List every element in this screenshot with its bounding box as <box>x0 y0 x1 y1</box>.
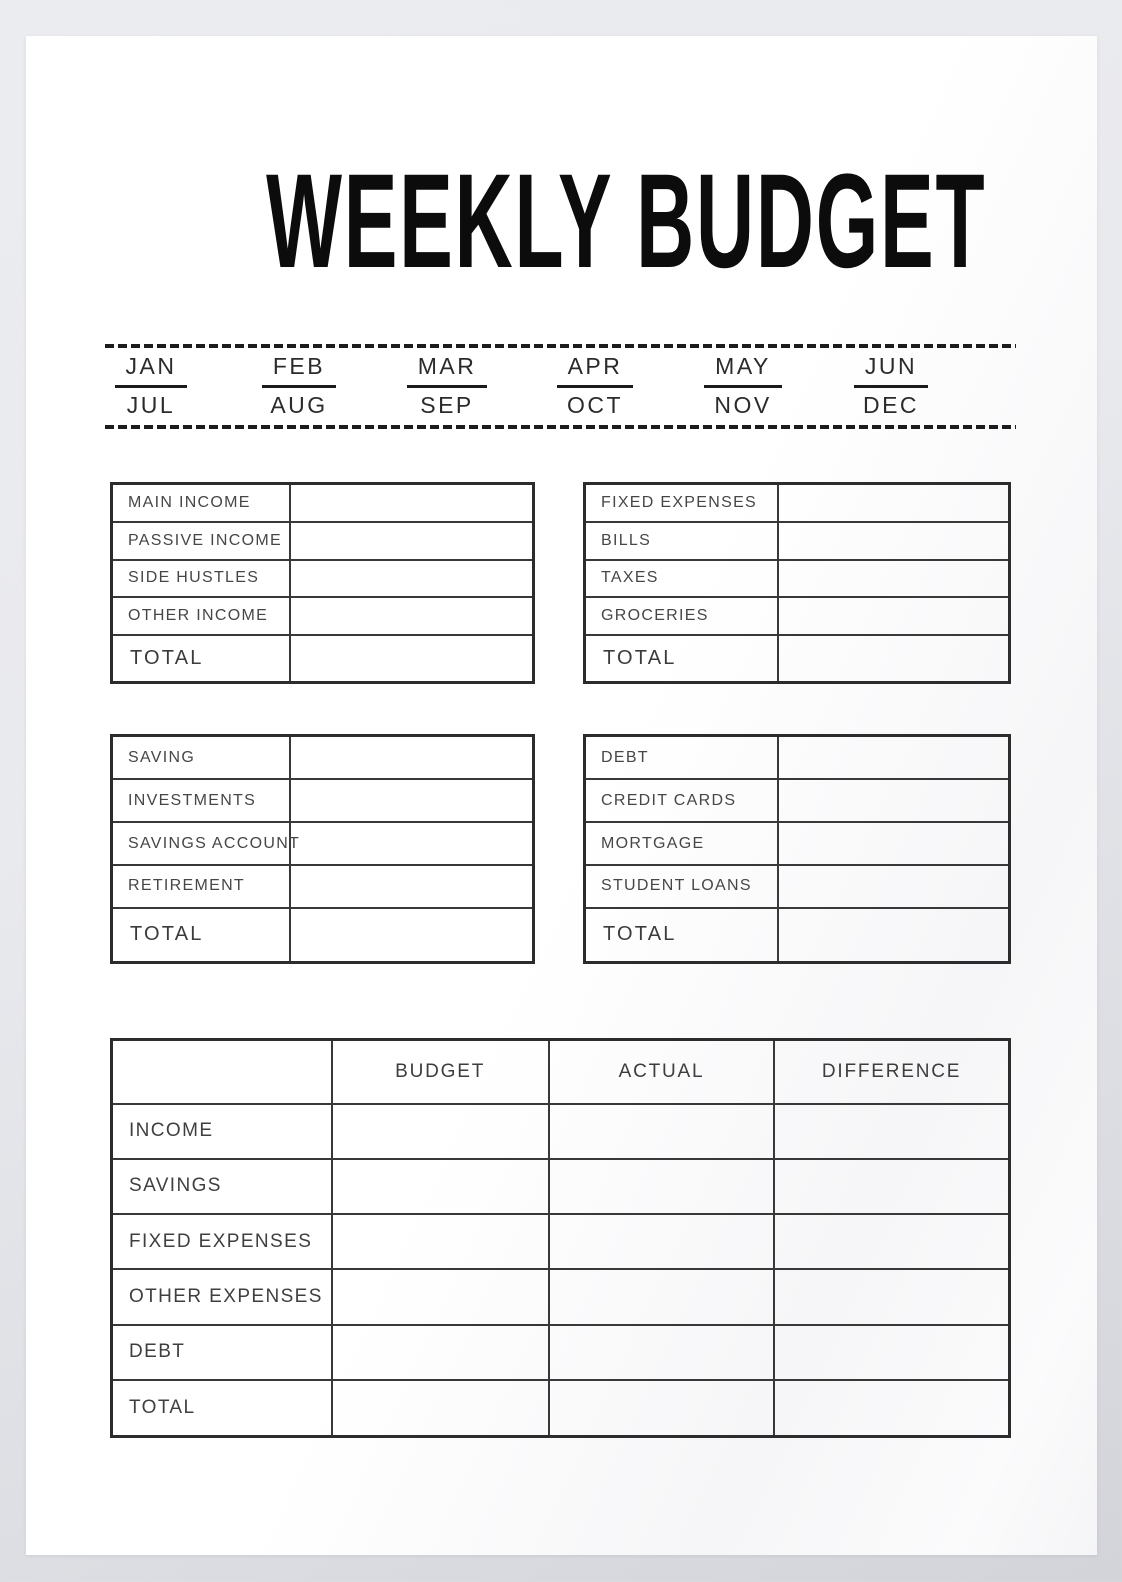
table-row <box>112 597 534 635</box>
debt-budget-cell[interactable] <box>332 1325 549 1380</box>
main-income-label: MAIN INCOME <box>112 484 291 522</box>
credit-cards-label: CREDIT CARDS <box>585 779 779 822</box>
table-row <box>112 1104 1010 1159</box>
month-jun: JUN <box>854 353 928 388</box>
total-actual-cell[interactable] <box>549 1380 774 1437</box>
table-row <box>112 1325 1010 1380</box>
difference-column-header: DIFFERENCE <box>774 1040 1009 1104</box>
debt-row-label: DEBT <box>112 1325 332 1380</box>
table-row <box>585 560 1010 598</box>
fixed-expenses-total-label: TOTAL <box>585 635 779 683</box>
retirement-value-cell[interactable] <box>290 865 533 908</box>
total-budget-cell[interactable] <box>332 1380 549 1437</box>
main-income-value-cell[interactable] <box>290 484 533 522</box>
budget-sheet <box>26 36 1097 1555</box>
table-row <box>112 908 534 963</box>
month-mar: MAR <box>407 353 488 388</box>
income-difference-cell[interactable] <box>774 1104 1009 1159</box>
fixed-expenses-actual-cell[interactable] <box>549 1214 774 1269</box>
debt-actual-cell[interactable] <box>549 1325 774 1380</box>
side-hustles-label: SIDE HUSTLES <box>112 560 291 598</box>
month-oct: OCT <box>566 391 624 418</box>
dashed-divider-top <box>105 344 1016 348</box>
savings-actual-cell[interactable] <box>549 1159 774 1214</box>
fixed-expenses-row-label: FIXED EXPENSES <box>112 1214 332 1269</box>
taxes-value-cell[interactable] <box>778 560 1009 598</box>
table-row <box>112 822 534 865</box>
income-budget-cell[interactable] <box>332 1104 549 1159</box>
page-title: WEEKLY BUDGET <box>266 147 987 296</box>
debt-total-value-cell[interactable] <box>778 908 1009 963</box>
mortgage-label: MORTGAGE <box>585 822 779 865</box>
summary-corner-cell <box>112 1040 332 1104</box>
passive-income-value-cell[interactable] <box>290 522 533 560</box>
fixed-expenses-difference-cell[interactable] <box>774 1214 1009 1269</box>
table-row <box>112 1269 1010 1324</box>
income-total-label: TOTAL <box>112 635 291 683</box>
savings-table <box>110 734 535 964</box>
income-row-label: INCOME <box>112 1104 332 1159</box>
fixed-expenses-budget-cell[interactable] <box>332 1214 549 1269</box>
table-row <box>585 822 1010 865</box>
fixed-expenses-label: FIXED EXPENSES <box>585 484 779 522</box>
retirement-label: RETIREMENT <box>112 865 291 908</box>
table-row <box>112 484 534 522</box>
side-hustles-value-cell[interactable] <box>290 560 533 598</box>
investments-label: INVESTMENTS <box>112 779 291 822</box>
month-col-4 <box>521 353 669 419</box>
budget-column-header: BUDGET <box>332 1040 549 1104</box>
credit-cards-value-cell[interactable] <box>778 779 1009 822</box>
month-grid <box>77 353 965 419</box>
total-row-label: TOTAL <box>112 1380 332 1437</box>
table-row <box>585 736 1010 780</box>
savings-budget-cell[interactable] <box>332 1159 549 1214</box>
table-row <box>112 522 534 560</box>
taxes-label: TAXES <box>585 560 779 598</box>
month-sep: SEP <box>420 391 474 418</box>
month-nov: NOV <box>714 391 772 418</box>
other-income-label: OTHER INCOME <box>112 597 291 635</box>
month-dec: DEC <box>862 391 920 418</box>
month-col-3 <box>373 353 521 419</box>
summary-header-row <box>112 1040 1010 1104</box>
month-apr: APR <box>557 353 634 388</box>
month-band <box>105 344 1016 429</box>
savings-total-value-cell[interactable] <box>290 908 533 963</box>
savings-row-label: SAVINGS <box>112 1159 332 1214</box>
table-row <box>585 484 1010 522</box>
groceries-value-cell[interactable] <box>778 597 1009 635</box>
table-row <box>112 560 534 598</box>
month-may: MAY <box>704 353 782 388</box>
table-row <box>112 736 534 780</box>
total-difference-cell[interactable] <box>774 1380 1009 1437</box>
table-row <box>585 779 1010 822</box>
bills-value-cell[interactable] <box>778 522 1009 560</box>
table-row <box>112 635 534 683</box>
savings-total-label: TOTAL <box>112 908 291 963</box>
table-row <box>585 635 1010 683</box>
saving-label: SAVING <box>112 736 291 780</box>
debt-total-label: TOTAL <box>585 908 779 963</box>
debt-label: DEBT <box>585 736 779 780</box>
groceries-label: GROCERIES <box>585 597 779 635</box>
investments-value-cell[interactable] <box>290 779 533 822</box>
month-jul: JUL <box>126 391 176 418</box>
student-loans-value-cell[interactable] <box>778 865 1009 908</box>
month-col-1 <box>77 353 225 419</box>
debt-value-cell[interactable] <box>778 736 1009 780</box>
dashed-divider-bottom <box>105 425 1016 429</box>
month-aug: AUG <box>270 391 328 418</box>
table-row <box>112 1214 1010 1269</box>
actual-column-header: ACTUAL <box>549 1040 774 1104</box>
month-feb: FEB <box>262 353 336 388</box>
table-row <box>112 865 534 908</box>
debt-table <box>583 734 1011 964</box>
other-expenses-actual-cell[interactable] <box>549 1269 774 1324</box>
mortgage-value-cell[interactable] <box>778 822 1009 865</box>
table-row <box>585 522 1010 560</box>
bills-label: BILLS <box>585 522 779 560</box>
other-expenses-row-label: OTHER EXPENSES <box>112 1269 332 1324</box>
savings-difference-cell[interactable] <box>774 1159 1009 1214</box>
passive-income-label: PASSIVE INCOME <box>112 522 291 560</box>
savings-account-value-cell[interactable] <box>290 822 533 865</box>
fixed-expenses-value-cell[interactable] <box>778 484 1009 522</box>
table-row <box>585 908 1010 963</box>
income-table <box>110 482 535 684</box>
table-row <box>112 1159 1010 1214</box>
saving-value-cell[interactable] <box>290 736 533 780</box>
summary-table <box>110 1038 1011 1438</box>
other-income-value-cell[interactable] <box>290 597 533 635</box>
student-loans-label: STUDENT LOANS <box>585 865 779 908</box>
other-expenses-budget-cell[interactable] <box>332 1269 549 1324</box>
month-col-6 <box>817 353 965 419</box>
table-row <box>585 597 1010 635</box>
savings-account-label: SAVINGS ACCOUNT <box>112 822 291 865</box>
month-col-5 <box>669 353 817 419</box>
table-row <box>585 865 1010 908</box>
fixed-expenses-table <box>583 482 1011 684</box>
table-row <box>112 1380 1010 1437</box>
table-row <box>112 779 534 822</box>
debt-difference-cell[interactable] <box>774 1325 1009 1380</box>
income-actual-cell[interactable] <box>549 1104 774 1159</box>
other-expenses-difference-cell[interactable] <box>774 1269 1009 1324</box>
month-col-2 <box>225 353 373 419</box>
title-area <box>26 147 1097 296</box>
fixed-expenses-total-value-cell[interactable] <box>778 635 1009 683</box>
income-total-value-cell[interactable] <box>290 635 533 683</box>
month-jan: JAN <box>115 353 188 388</box>
